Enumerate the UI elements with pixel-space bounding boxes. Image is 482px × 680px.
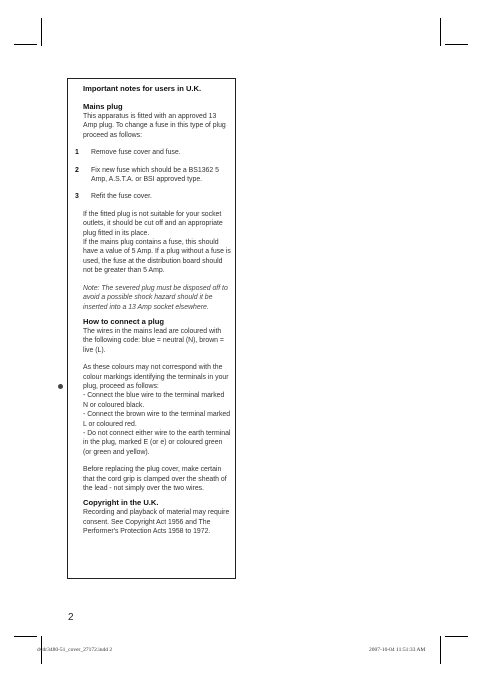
bullet-icon — [58, 384, 63, 389]
step-number: 2 — [75, 166, 79, 174]
notice-content — [75, 84, 231, 537]
copyright-heading: Copyright in the U.K. — [83, 498, 159, 508]
replace-text: Before replacing the plug cover, make certain that the cord grip is clamped over the sheath of the lead - not simply over the two wires. — [83, 466, 227, 492]
step-text: Remove fuse cover and fuse. — [91, 149, 181, 157]
step-text: Fix new fuse which should be a BS1362 5 Amp, A.S.T.A. or BSI approved type. — [91, 166, 219, 184]
page-number: 2 — [68, 612, 74, 623]
crop-mark — [445, 636, 468, 637]
instruction-brown: - Connect the brown wire to the terminal marked L or coloured red. — [83, 411, 231, 428]
para-fuse: If the mains plug contains a fuse, this should have a value of 5 Amp. If a plug without a fuse is used, the fuse at the distribution board should not be greater than 5 Amp. — [83, 239, 231, 275]
crop-mark — [445, 44, 468, 45]
step-text: Refit the fuse cover. — [91, 193, 152, 201]
mains-heading: Mains plug — [83, 102, 123, 111]
note-text: Note: The severed plug must be disposed off to avoid a possible shock hazard should it be inserted into a 13 Amp socket elsewhere. — [83, 284, 228, 311]
crop-mark — [14, 44, 37, 45]
connect-heading: How to connect a plug — [83, 316, 164, 326]
step-2 — [75, 166, 231, 185]
footer-file-info: dvdr3480-51_cover_27172.indd 2 — [37, 647, 113, 653]
crop-mark — [14, 636, 37, 637]
step-1 — [75, 148, 231, 157]
step-number: 1 — [75, 149, 79, 157]
connect-text: The wires in the mains lead are coloured with the following code: blue = neutral (N), brown = live (L). — [83, 327, 224, 354]
footer-timestamp: 2007-10-04 11:51:33 AM — [369, 647, 426, 653]
notice-title: Important notes for users in U.K. — [83, 84, 202, 93]
instruction-earth: - Do not connect either wire to the earth terminal in the plug, marked E (or e) or coloured green (or green and yellow). — [83, 429, 231, 456]
para-unsuitable: If the fitted plug is not suitable for your socket outlets, it should be cut off and an appropriate plug fitted in its place. — [83, 210, 223, 237]
crop-mark — [440, 636, 441, 664]
copyright-text: Recording and playback of material may require consent. See Copyright Act 1956 and The Performer's Protection Acts 1958 to 1972. — [83, 509, 230, 536]
colours-text: As these colours may not correspond with the colour markings identifying the terminals in your plug, proceed as follows: — [83, 364, 229, 390]
mains-text: This apparatus is fitted with an approved 13 Amp plug. To change a fuse in this type of plug proceed as follows: — [83, 113, 226, 139]
crop-mark — [41, 18, 42, 46]
crop-mark — [440, 18, 441, 46]
step-3 — [75, 192, 231, 201]
step-number: 3 — [75, 193, 79, 201]
instruction-blue: - Connect the blue wire to the terminal marked N or coloured black. — [83, 392, 225, 409]
